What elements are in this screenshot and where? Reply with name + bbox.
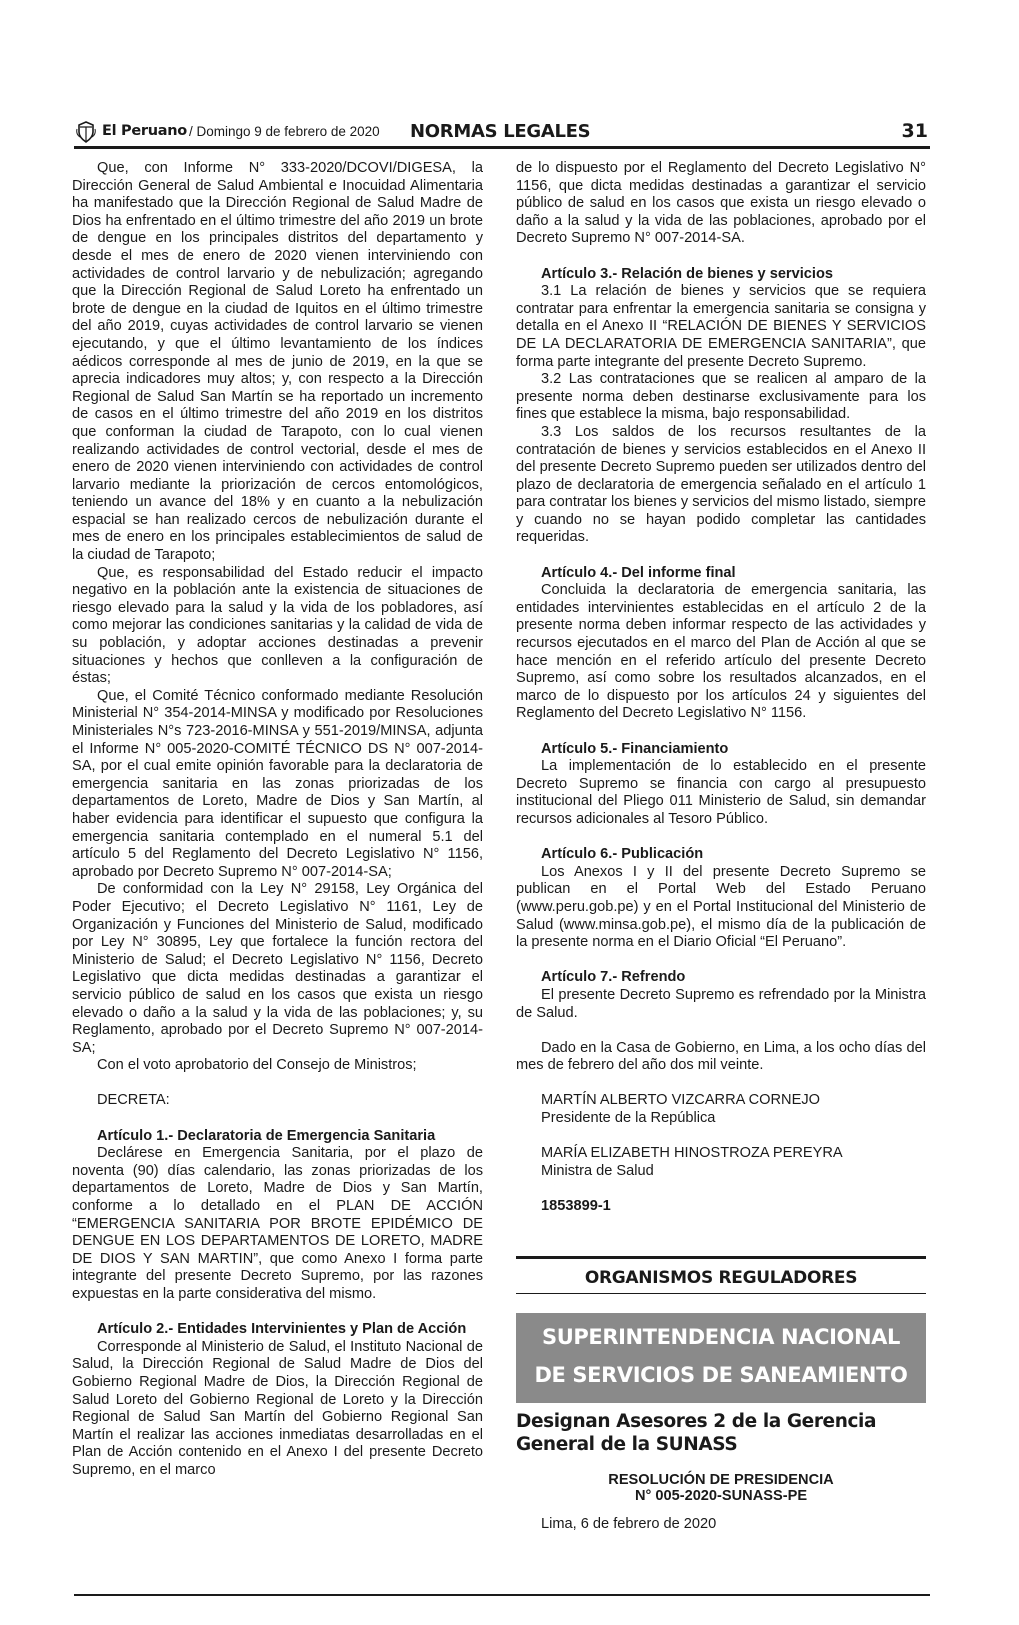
banner-line-1: SUPERINTENDENCIA NACIONAL (542, 1325, 900, 1349)
signatory-1-role: Presidente de la República (541, 1110, 716, 1127)
article-5-text: La implementación de lo establecido en el presente Decreto Supremo se financia con cargo al presupuesto institucional del Pliego 011 Ministerio de Salud, sin demandar recursos adicionales al Tesoro Público. (516, 758, 926, 827)
resolution-date: Lima, 6 de febrero de 2020 (541, 1516, 717, 1532)
article-2-text: Corresponde al Ministerio de Salud, el Instituto Nacional de Salud, la Dirección Regional de Salud Madre de Dios del Gobierno Regional Madre de Dios, la Dirección Regional de Salud Loreto del Gobierno Regional de Loreto y la Dirección Regional de Salud San Martín del Gobierno Regional San Martín el realizar las acciones inmediatas desarrolladas en el Plan de Acción contenido en el Anexo I del presente Decreto Supremo, en el marco (72, 1338, 483, 1478)
article-3-title: Artículo 3.- Relación de bienes y servicios (541, 265, 833, 282)
article-5-title: Artículo 5.- Financiamiento (541, 740, 729, 757)
left-column (72, 160, 483, 1480)
article-7-title: Artículo 7.- Refrendo (541, 969, 686, 986)
signatory-2-role: Ministra de Salud (541, 1162, 654, 1179)
page-number: 31 (901, 120, 928, 142)
right-column (516, 160, 926, 1216)
header-rule (74, 146, 930, 149)
publication-code: 1853899-1 (541, 1198, 611, 1215)
article-3-1: 3.1 La relación de bienes y servicios que se requiera contratar para enfrentar la emergencia sanitaria se consigna y detalla en el Anexo II “RELACIÓN DE BIENES Y SERVICIOS DE LA DECLARATORIA DE EMERGENCIA SANITARIA”, que forma parte integrante del presente Decreto Supremo. (516, 283, 926, 370)
article-3-3: 3.3 Los saldos de los recursos resultantes de la contratación de bienes y servicios establecidos en el Anexo II del presente Decreto Supremo pueden ser utilizados dentro del plazo de declaratoria de emergencia señalado en el artículo 1 para contratar los bienes y servicios del mismo listado, siempre y cuando no se hayan podido completar las cantidades requeridas. (516, 423, 926, 546)
article-7-text: El presente Decreto Supremo es refrendado por la Ministra de Salud. (516, 986, 926, 1021)
paragraph-voto: Con el voto aprobatorio del Consejo de Ministros; (97, 1057, 417, 1074)
coat-of-arms-icon (76, 121, 96, 143)
banner-line-2: DE SERVICIOS DE SANEAMIENTO (534, 1363, 908, 1387)
issue-date: / Domingo 9 de febrero de 2020 (189, 124, 380, 139)
institution-banner (516, 1313, 926, 1403)
footer-rule (74, 1594, 930, 1596)
article-4-text: Concluida la declaratoria de emergencia sanitaria, las entidades intervinientes establecidas en el artículo 2 de la presente norma deben informar respecto de las actividades y recursos ejecutados en el marco del Plan de Acción al que se hace mención en el referido artículo del presente Decreto Supremo, así como sobre los resultados alcanzados, en el marco de lo dispuesto por los artículos 24 y siguientes del Reglamento del Decreto Legislativo N° 1156. (516, 582, 926, 722)
article-3-2: 3.2 Las contrataciones que se realicen al amparo de la presente norma deben destinarse exclusivamente para los fines que establece la misma, bajo responsabilidad. (516, 371, 926, 423)
signatory-2-name: MARÍA ELIZABETH HINOSTROZA PEREYRA (541, 1145, 843, 1162)
newspaper-name: El Peruano (102, 123, 187, 139)
signatory-1-name: MARTÍN ALBERTO VIZCARRA CORNEJO (541, 1092, 820, 1109)
article-1-text: Declárese en Emergencia Sanitaria, por el plazo de noventa (90) días calendario, las zonas priorizadas de los departamentos de Loreto, Madre de Dios y San Martín, conforme a lo detallado en el PLAN DE ACCIÓN “EMERGENCIA SANITARIA POR BROTE EPIDÉMICO DE DENGUE EN LOS DEPARTAMENTOS DE LORETO, MADRE DE DIOS Y SAN MARTIN”, que como Anexo I forma parte integrante del presente Decreto Supremo, por las razones expuestas en la parte considerativa del mismo. (72, 1145, 483, 1302)
decreta-heading: DECRETA: (97, 1092, 170, 1109)
paragraph-informe: Que, con Informe N° 333-2020/DCOVI/DIGESA, la Dirección General de Salud Ambiental e Inocuidad Alimentaria ha manifestado que la Dirección Regional de Salud Madre de Dios ha enfrentado en el último trimestre del año 2019 un brote de dengue en los principales distritos del departamento y desde el mes de enero de 2020 vienen interviniendo con actividades de control larvario y de nebulización; agregando que la Dirección Regional de Salud Loreto ha enfrentado un brote de dengue en la ciudad de Iquitos en el último trimestre del año 2019, cuyas actividades de control larvario se vienen ejecutando, y que el último levantamiento de los índices aédicos corresponde al mes de junio de 2019, en la que se aprecia indicadores muy altos; y, con respecto a la Dirección Regional de Salud San Martín se ha reportado un incremento de casos en el último trimestre del año 2019 en los distritos que conforman la ciudad de Tarapoto, con lo cual vienen realizando actividades de control vectorial, desde el mes de enero de 2020 vienen interviniendo con actividades de control larvario mediante la priorización de cercos entomológicos, teniendo un avance del 18% y en cuanto a la nebulización espacial se han realizado cercos de nebulización durante el mes de enero en los principales establecimientos de salud de la ciudad de Tarapoto; (72, 160, 483, 564)
section-title: NORMAS LEGALES (410, 121, 591, 142)
paragraph-comite: Que, el Comité Técnico conformado mediante Resolución Ministerial N° 354-2014-MINSA y modificado por Resoluciones Ministeriales N°s 723-2016-MINSA y 551-2019/MINSA, adjunta el Informe N° 005-2020-COMITÉ TÉCNICO DS N° 007-2014-SA, por el cual emite opinión favorable para la declaratoria de emergencia sanitaria en las zonas priorizadas de los departamentos de Loreto, Madre de Dios y San Martín, al haber evidencia para identificar el supuesto que configura la emergencia sanitaria contemplado en el numeral 5.1 del artículo 5 del Reglamento del Decreto Legislativo N° 1156, aprobado por Decreto Supremo N° 007-2014-SA; (72, 687, 483, 880)
resolution-line-2: N° 005-2020-SUNASS-PE (634, 1488, 808, 1504)
document-title: Designan Asesores 2 de la Gerencia General de la SUNASS (516, 1411, 877, 1455)
resolution-line-1: RESOLUCIÓN DE PRESIDENCIA (608, 1472, 834, 1488)
article-6-title: Artículo 6.- Publicación (541, 846, 704, 863)
paragraph-conformidad: De conformidad con la Ley N° 29158, Ley Orgánica del Poder Ejecutivo; el Decreto Legislativo N° 1161, Ley de Organización y Funciones del Ministerio de Salud, modificado por Ley N° 30895, Ley que fortalece la función rectora del Ministerio de Salud; el Decreto Legislativo N° 1156, Decreto Legislativo que dicta medidas destinadas a garantizar el servicio público de salud en los casos que exista un riesgo elevado o daño a la salud y la vida de las poblaciones; y, su Reglamento, aprobado por el Decreto Supremo N° 007-2014-SA; (72, 881, 483, 1056)
article-1-title: Artículo 1.- Declaratoria de Emergencia Sanitaria (97, 1127, 436, 1144)
article-2-continuation: de lo dispuesto por el Reglamento del Decreto Legislativo N° 1156, que dicta medidas destinadas a garantizar el servicio público de salud en los casos que exista un riesgo elevado o daño a la salud y la vida de las poblaciones, aprobado por el Decreto Supremo N° 007-2014-SA. (516, 160, 926, 247)
dado-paragraph: Dado en la Casa de Gobierno, en Lima, a los ocho días del mes de febrero del año dos mil veinte. (516, 1039, 926, 1074)
article-4-title: Artículo 4.- Del informe final (541, 564, 736, 581)
section-box-organismos (516, 1256, 926, 1294)
section-title-organismos: ORGANISMOS REGULADORES (584, 1268, 858, 1288)
resolution-heading (516, 1472, 926, 1504)
page-header (74, 118, 930, 148)
article-2-title: Artículo 2.- Entidades Intervinientes y Plan de Acción (97, 1321, 467, 1338)
paragraph-responsabilidad: Que, es responsabilidad del Estado reducir el impacto negativo en la población ante la existencia de situaciones de riesgo elevado para la salud y la vida de los pobladores, así como mejorar las condiciones sanitarias y la calidad de vida de su población, y adoptar acciones destinadas a prevenir situaciones y hechos que conlleven a la configuración de éstas; (72, 564, 483, 687)
article-6-text: Los Anexos I y II del presente Decreto Supremo se publican en el Portal Web del Estado Peruano (www.peru.gob.pe) y en el Portal Institucional del Ministerio de Salud (www.minsa.gob.pe), el mismo día de la publicación de la presente norma en el Diario Oficial “El Peruano”. (516, 863, 926, 951)
